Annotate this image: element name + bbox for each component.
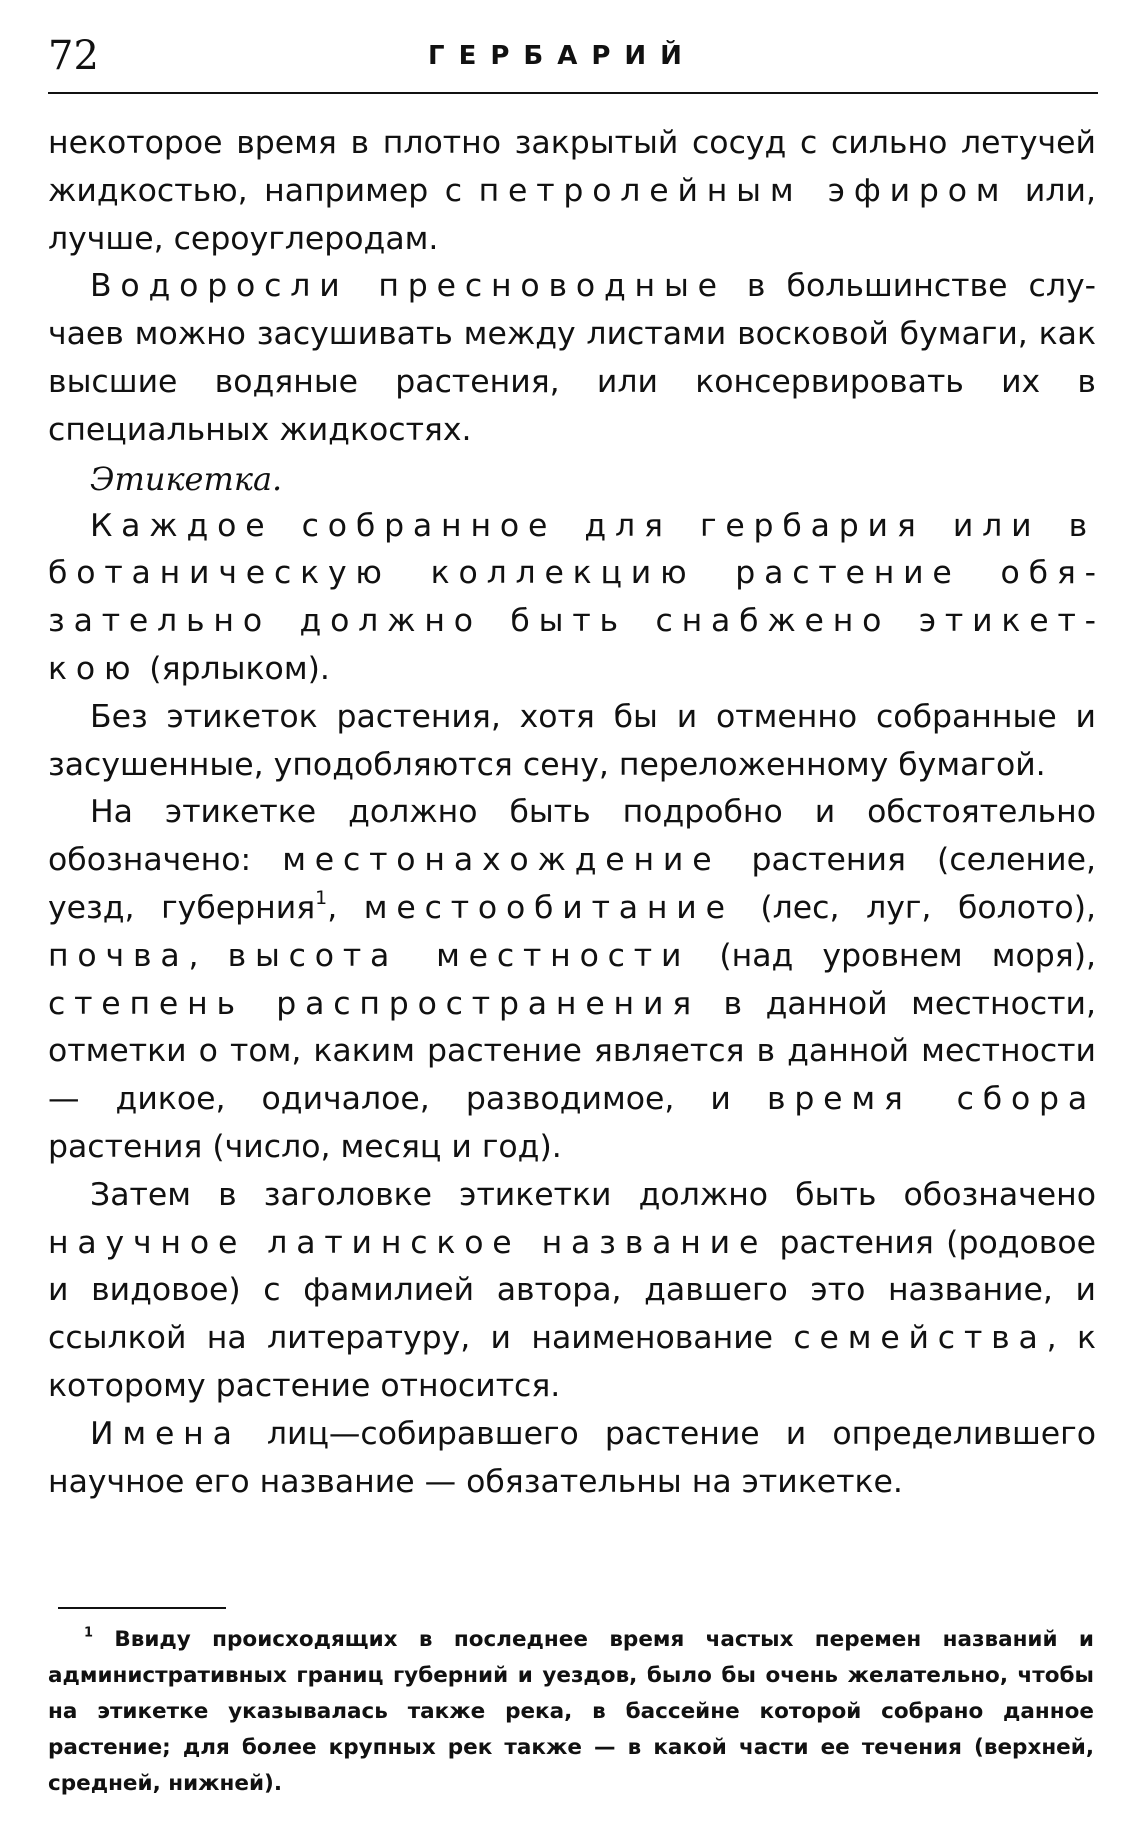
text-run: (над уровнем моря),	[690, 937, 1097, 974]
text-run: некоторое время в плотно закрытый сосуд с сильно летучей жидкостью, например с	[48, 125, 1096, 209]
paragraph	[48, 1411, 1096, 1507]
text-run: (лес, луг, болото),	[733, 889, 1097, 926]
paragraph	[48, 789, 1096, 1171]
emphasized-text: время сбора	[766, 1081, 1096, 1118]
text-run: ,	[327, 889, 364, 926]
text-run: в большинстве случаев можно засушивать между листами восковой бумаги, как высшие водяные растения, или консервировать их в специальных жидкостях.	[48, 268, 1096, 448]
text-run: Без этикеток растения, хотя бы и отменно собранные и засушенные, уподобляются сену, переложенному бумагой.	[48, 698, 1096, 783]
emphasized-text: местонахождение	[282, 842, 721, 879]
emphasized-text: петролейным эфиром	[478, 172, 1009, 209]
footnote-marker: 1	[84, 1625, 93, 1641]
page-number: 72	[48, 33, 99, 79]
text-run: лиц—собиравшего растение и определившего научное его название — обязательны на этикетке.	[48, 1415, 1096, 1500]
page-header	[48, 28, 1088, 88]
footnote-rule	[58, 1607, 226, 1609]
text-run: Затем в заголовке этикетки должно быть обозначено	[90, 1176, 1096, 1213]
footnote	[48, 1622, 1094, 1802]
text-run: , к которому растение относится.	[48, 1320, 1096, 1404]
footnote-text: Ввиду происходящих в последнее время частых перемен названий и административных границ губерний и уездов, было бы очень желательно, чтобы на этикетке указывалась также река, в бассейне которой собрано данное растение; для более крупных рек также — в какой части ее течения (верхней, средней, нижней).	[48, 1627, 1094, 1796]
text-run: ,	[188, 937, 228, 974]
paragraph	[48, 263, 1096, 454]
emphasized-text: местообитание	[363, 889, 734, 926]
footnotes	[48, 1622, 1094, 1802]
running-title: ГЕРБАРИЙ	[428, 41, 696, 71]
text-run: (ярлыком).	[139, 650, 330, 687]
emphasized-text: высота местности	[227, 937, 691, 974]
emphasized-text: научное латинское название	[48, 1224, 768, 1261]
emphasized-text: Имена	[90, 1415, 241, 1452]
text-run: или, лучше, сероуглеродам.	[48, 172, 1096, 257]
text-run: в данной местности, отметки о том, каким растение является в данной местности — дикое, одичалое, разводимое, и	[48, 985, 1097, 1118]
emphasized-text: Каждое собранное для гербария или в ботаническую коллекцию растение обязательно должно быть снабжено этикеткою	[48, 507, 1096, 687]
text-run: растения (родовое и видовое) с фамилией автора, давшего это название, и ссылкой на литературу, и наименование	[48, 1224, 1096, 1357]
text-run: растения (число, месяц и год).	[48, 1128, 562, 1165]
text-run: растения (селение, уезд, губерния	[48, 842, 1096, 926]
paragraph	[48, 694, 1096, 790]
paragraph	[48, 1172, 1096, 1411]
header-rule	[48, 92, 1098, 94]
emphasized-text: почва	[48, 937, 189, 974]
emphasized-text: Водоросли пресноводные	[90, 268, 726, 305]
footnote-reference: 1	[315, 886, 328, 909]
emphasized-text: степень распространения	[48, 985, 701, 1022]
body-text	[48, 120, 1096, 1506]
paragraph	[48, 120, 1096, 263]
paragraph	[48, 503, 1096, 694]
section-title: Этикетка.	[90, 459, 283, 498]
emphasized-text: семейства	[793, 1320, 1047, 1357]
text-run: На этикетке должно быть подробно и обстоятельно обозначено:	[48, 794, 1096, 879]
